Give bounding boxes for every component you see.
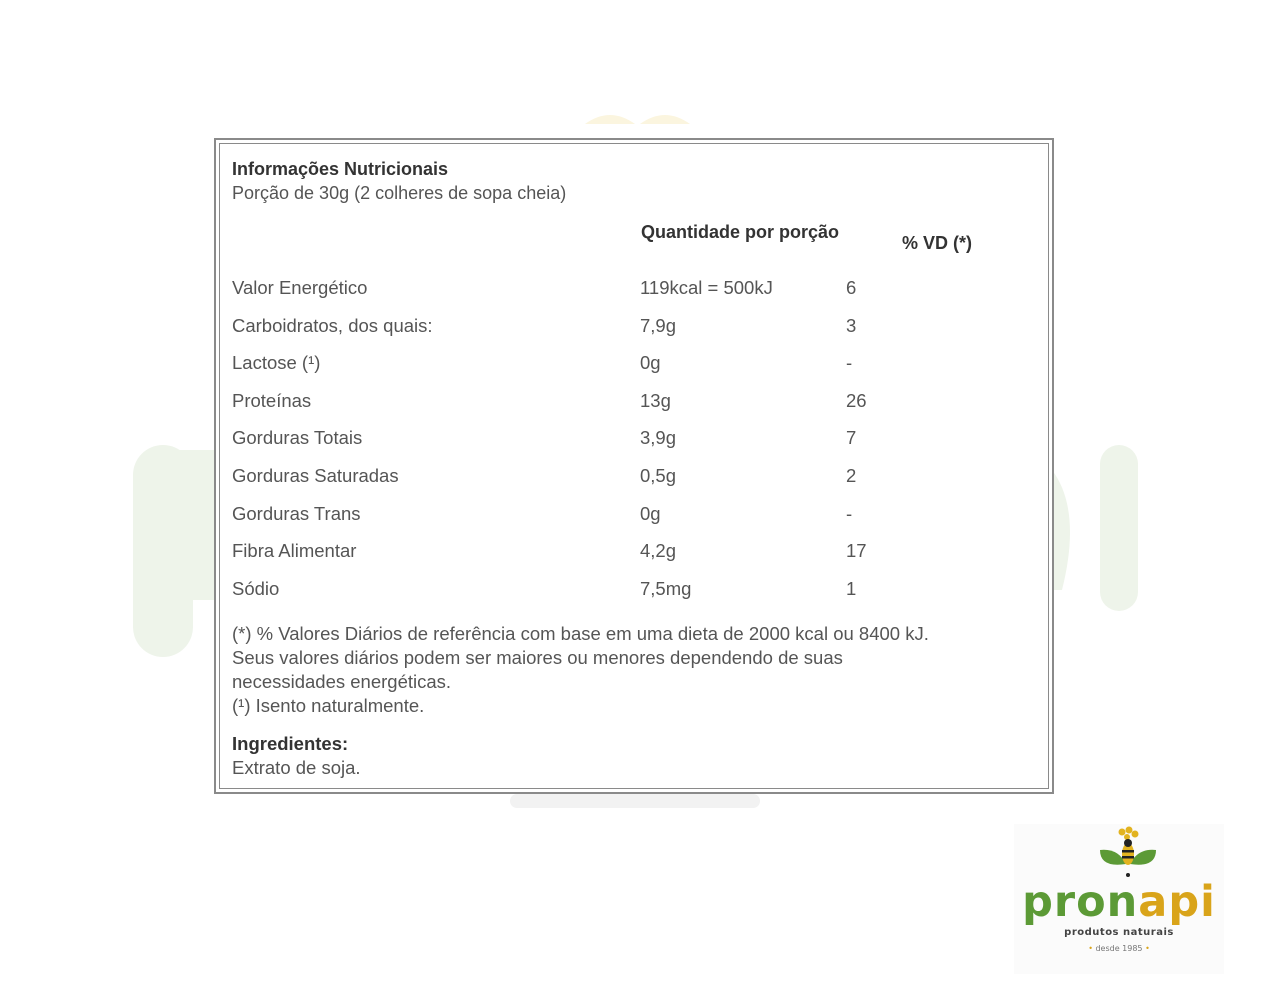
logo-dot-left-icon: • (1088, 944, 1093, 953)
header-daily-value: % VD (*) (902, 233, 973, 253)
nutrient-quantity: 13g (640, 389, 671, 411)
ingredients-heading: Ingredientes: (232, 733, 349, 754)
nutrient-name: Fibra Alimentar (232, 540, 357, 562)
nutrient-quantity: 7,5mg (640, 577, 692, 599)
nutrient-daily-value: 6 (846, 277, 857, 298)
nutrient-daily-value: - (846, 502, 853, 524)
nutrient-name: Lactose (¹) (232, 352, 321, 374)
nutrition-facts-table (214, 138, 1054, 794)
nutrient-quantity: 119kcal = 500kJ (640, 277, 773, 298)
nutrient-quantity: 3,9g (640, 427, 677, 449)
nutrient-row (232, 315, 1032, 353)
header-quantity (640, 220, 840, 244)
logo-dot-right-icon: • (1145, 944, 1150, 953)
nutrition-facts-inner-border (219, 143, 1049, 789)
nutrient-daily-value: - (846, 352, 853, 374)
nutrient-row (232, 578, 1032, 616)
logo-wordmark (1014, 877, 1224, 927)
nutrient-daily-value: 3 (846, 314, 857, 336)
nutrient-daily-value: 1 (846, 577, 857, 599)
ingredients-text: Extrato de soja. (232, 757, 361, 778)
pronapi-logo (1014, 824, 1224, 974)
nutrient-quantity: 0g (640, 502, 661, 524)
bee-icon (1014, 824, 1224, 884)
nutrient-name: Valor Energético (232, 277, 368, 298)
footnote-daily-values: (*) % Valores Diários de referência com base em uma dieta de 2000 kcal ou 8400 kJ. (232, 623, 929, 644)
portion-size: Porção de 30g (2 colheres de sopa cheia) (232, 183, 567, 203)
nutrient-row (232, 352, 1032, 390)
nutrition-title: Informações Nutricionais (232, 159, 449, 179)
nutrient-quantity: 7,9g (640, 314, 677, 336)
nutrient-name: Gorduras Saturadas (232, 464, 399, 486)
nutrient-row (232, 390, 1032, 428)
nutrient-row (232, 540, 1032, 578)
nutrient-name: Carboidratos, dos quais: (232, 314, 433, 336)
header-quantity-label: Quantidade por porção (640, 222, 840, 242)
nutrient-row (232, 427, 1032, 465)
nutrient-row (232, 277, 1032, 315)
logo-since (1014, 944, 1224, 953)
nutrient-daily-value: 2 (846, 464, 857, 486)
nutrient-daily-value: 17 (846, 540, 867, 562)
footnotes (232, 622, 1032, 718)
nutrient-name: Gorduras Totais (232, 427, 363, 449)
logo-wordmark-yellow: api (1138, 877, 1216, 927)
footnote-daily-values-cont: Seus valores diários podem ser maiores ou menores dependendo de suas (232, 647, 843, 668)
nutrient-daily-value: 7 (846, 427, 857, 449)
footnote-exempt: (¹) Isento naturalmente. (232, 695, 425, 716)
nutrient-name: Proteínas (232, 389, 312, 411)
nutrient-rows (232, 277, 1032, 615)
nutrient-quantity: 4,2g (640, 540, 677, 562)
logo-wordmark-green: pron (1022, 877, 1139, 927)
nutrient-quantity: 0,5g (640, 464, 677, 486)
nutrient-daily-value: 26 (846, 389, 867, 411)
footnote-daily-values-end: necessidades energéticas. (232, 671, 452, 692)
nutrient-row (232, 503, 1032, 541)
logo-since-text: desde 1985 (1095, 944, 1143, 953)
nutrient-quantity: 0g (640, 352, 661, 374)
nutrient-name: Sódio (232, 577, 280, 599)
nutrient-name: Gorduras Trans (232, 502, 361, 524)
logo-tagline: produtos naturais (1064, 927, 1174, 938)
nutrient-row (232, 465, 1032, 503)
